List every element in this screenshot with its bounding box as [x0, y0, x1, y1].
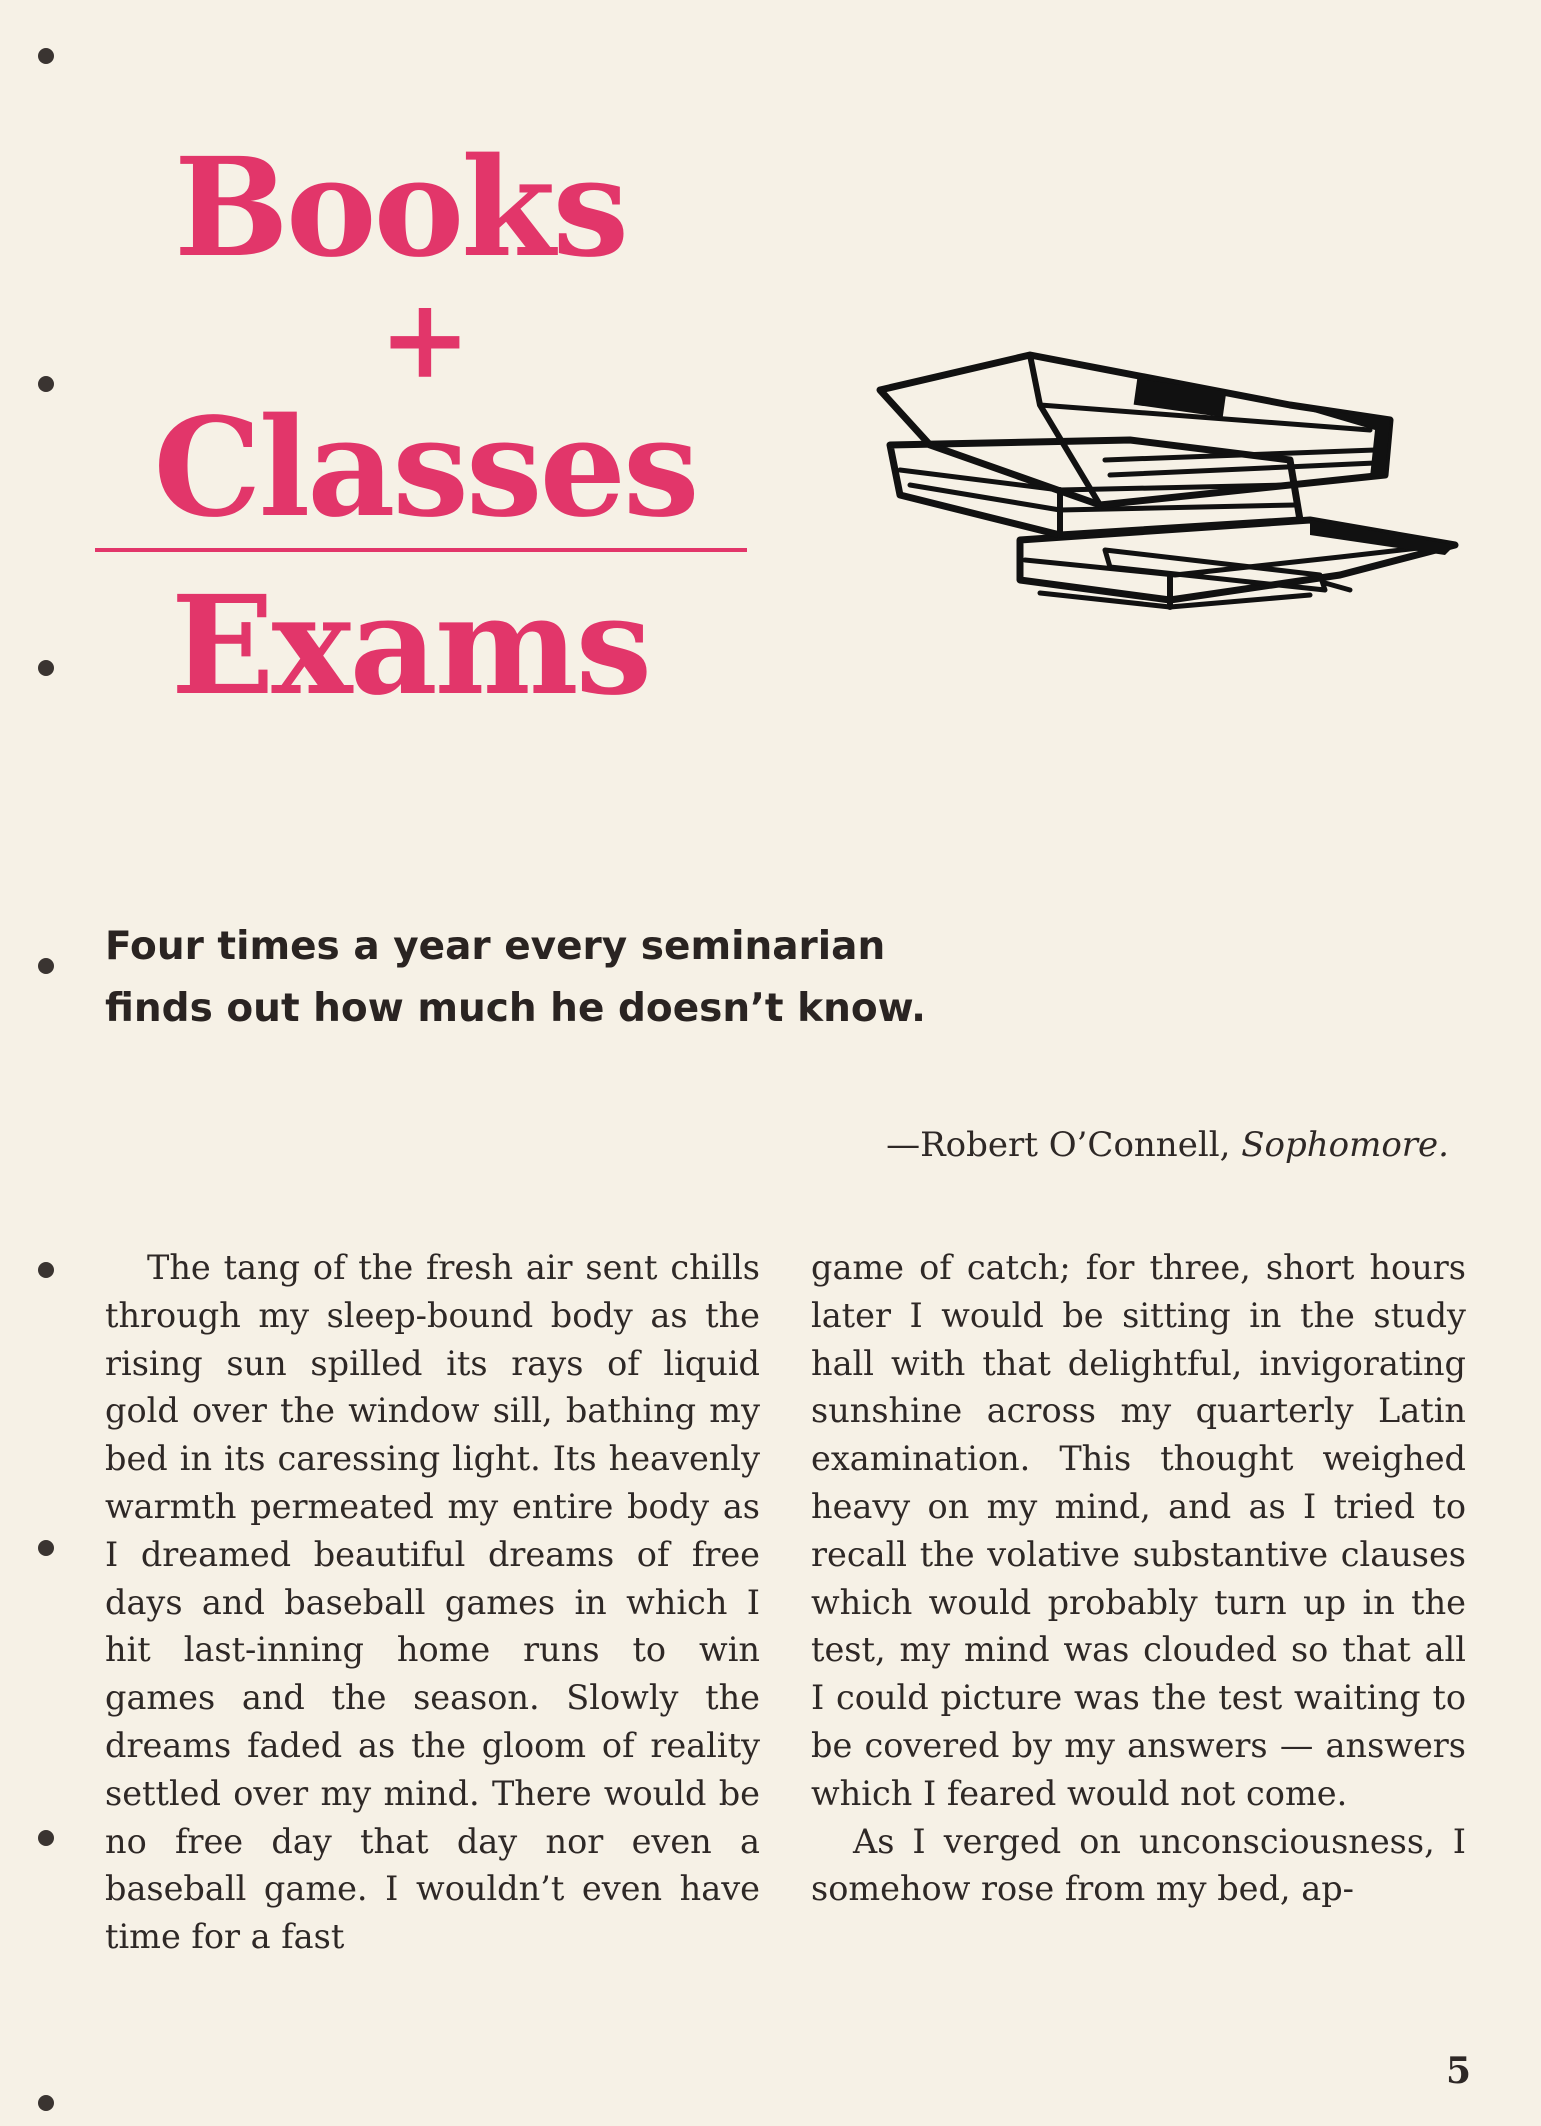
page-number: 5 — [1445, 2050, 1471, 2092]
byline-author: —Robert O’Connell, — [886, 1125, 1231, 1165]
body-paragraph: The tang of the fresh air sent chills through my sleep-bound body as the rising sun spilled its rays of liquid gold over the window sill, bathing my bed in its caressing light. Its heavenly warmth permeated my entire body as I dreamed beautiful dreams of free days and baseball games in which I hit last-inning home runs to win games and the season. Slowly the dreams faded as the gloom of reality settled over my mind. There would be no free day that day nor even a baseball game. I wouldn’t even have time for a fast — [105, 1248, 760, 1957]
headline — [95, 128, 755, 726]
subheadline — [105, 916, 1105, 1040]
punch-hole — [38, 48, 54, 64]
punch-hole — [38, 660, 54, 676]
headline-plus: + — [378, 274, 472, 403]
headline-classes: Classes — [153, 388, 697, 548]
body-paragraph: As I verged on unconsciousness, I somehow rose from my bed, ap- — [811, 1821, 1466, 1909]
books-stack-illustration — [870, 345, 1470, 625]
subheadline-line: Four times a year every seminarian — [105, 924, 886, 969]
headline-books: Books — [173, 128, 627, 288]
punch-hole — [38, 1540, 54, 1556]
byline — [886, 1125, 1449, 1165]
headline-exams: Exams — [170, 566, 650, 726]
punch-hole — [38, 1830, 54, 1846]
byline-role: Sophomore. — [1241, 1125, 1449, 1165]
subheadline-line: finds out how much he doesn’t know. — [105, 986, 926, 1031]
punch-hole — [38, 2095, 54, 2111]
punch-hole — [38, 376, 54, 392]
body-column-right — [811, 1244, 1466, 1913]
punch-hole — [38, 958, 54, 974]
headline-divider — [95, 548, 747, 552]
body-column-left — [105, 1244, 760, 1961]
punch-hole — [38, 1262, 54, 1278]
body-paragraph: game of catch; for three, short hours later I would be sitting in the study hall with that delightful, invigorating sunshine across my quarterly Latin examination. This thought weighed heavy on my mind, and as I tried to recall the volative substantive clauses which would probably turn up in the test, my mind was clouded so that all I could picture was the test waiting to be covered by my answers — answers which I feared would not come. — [811, 1248, 1466, 1813]
